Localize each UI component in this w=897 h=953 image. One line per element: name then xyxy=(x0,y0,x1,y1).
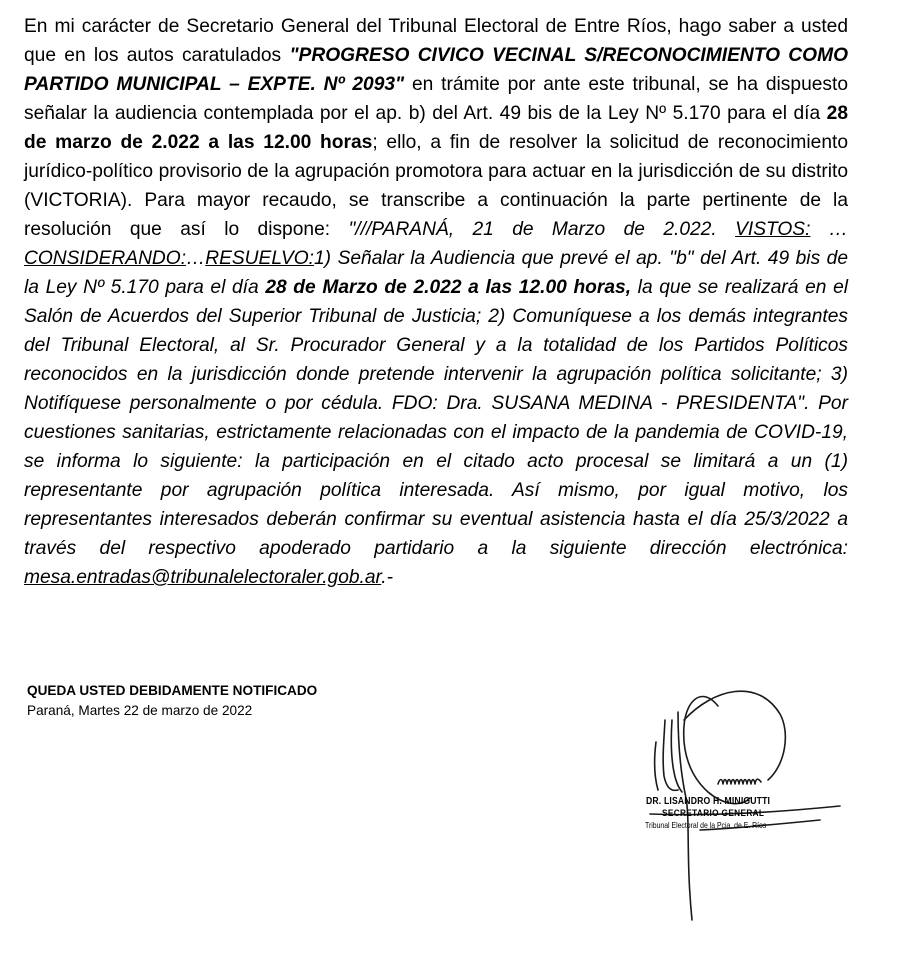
text-segment: CONSIDERANDO: xyxy=(24,248,187,269)
stamp-title: SECRETARIO GENERAL xyxy=(662,808,765,819)
text-segment: … xyxy=(810,219,848,240)
notification-body xyxy=(24,12,848,592)
text-segment: 1) Señalar la Audiencia que prevé el ap. "b" del Art. 49 bis de la Ley Nº 5.170 para el día xyxy=(24,248,848,298)
stamp-name: DR. LISANDRO H. MINIGUTTI xyxy=(646,796,771,807)
text-segment[interactable]: mesa.entradas@tribunalelectoraler.gob.ar xyxy=(24,567,382,588)
text-segment: VISTOS: xyxy=(735,219,811,240)
text-segment: RESUELVO: xyxy=(205,248,315,269)
text-segment: en trámite por ante este tribunal, se ha dispuesto señalar la audiencia contemplada por el ap. b) del Art. 49 bis de la Ley Nº 5.170 para el día xyxy=(24,74,849,124)
text-segment: ; ello, a fin de resolver la solicitud de reconocimiento jurídico-político provisorio de la agrupación promotora para actuar en la jurisdicción de su distrito (VICTORIA). Para mayor recaudo, se transcribe a continuación la parte pertinente de la resolución que así lo dispone: xyxy=(24,132,848,240)
notice-heading: QUEDA USTED DEBIDAMENTE NOTIFICADO xyxy=(27,683,318,698)
signature-block xyxy=(590,680,850,940)
text-segment: … xyxy=(186,248,206,269)
notice-date: Paraná, Martes 22 de marzo de 2022 xyxy=(27,703,253,718)
text-segment: 28 de marzo de 2.022 a las 12.00 horas xyxy=(24,103,848,153)
text-segment: "///PARANÁ, 21 de Marzo de 2.022. xyxy=(348,219,736,240)
text-segment: la que se realizará en el Salón de Acuerdos del Superior Tribunal de Justicia; 2) Comuníquese a los demás integrantes del Tribunal Electoral, al Sr. Procurador General y a la totalidad de los Partidos Políticos reconocidos en la jurisdicción donde pretende intervenir la agrupación política solicitante; 3) Notifíquese personalmente o por cédula. FDO: Dra. SUSANA MEDINA - PRESIDENTA". Por cuestiones sanitarias, estrictamente relacionadas con el impacto de la pandemia de COVID-19, se informa lo siguiente: la participación en el citado acto procesal se limitará a un (1) representante por agrupación política interesada. Así mismo, por igual motivo, los representantes interesados deberán confirmar su eventual asistencia hasta el día 25/3/2022 a través del respectivo apoderado partidario a la siguiente dirección electrónica: xyxy=(24,277,848,559)
stamp-institution: Tribunal Electoral de la Pcia. de E. Ríos xyxy=(645,820,767,830)
text-segment: En mi carácter de Secretario General del Tribunal Electoral de Entre Ríos, hago saber a usted que en los autos caratulados xyxy=(24,16,848,66)
text-segment: "PROGRESO CIVICO VECINAL S/RECONOCIMIENTO COMO PARTIDO MUNICIPAL – EXPTE. Nº 2093" xyxy=(24,45,848,95)
text-segment: 28 de Marzo de 2.022 a las 12.00 horas, xyxy=(265,277,632,298)
text-segment: .- xyxy=(381,567,393,588)
